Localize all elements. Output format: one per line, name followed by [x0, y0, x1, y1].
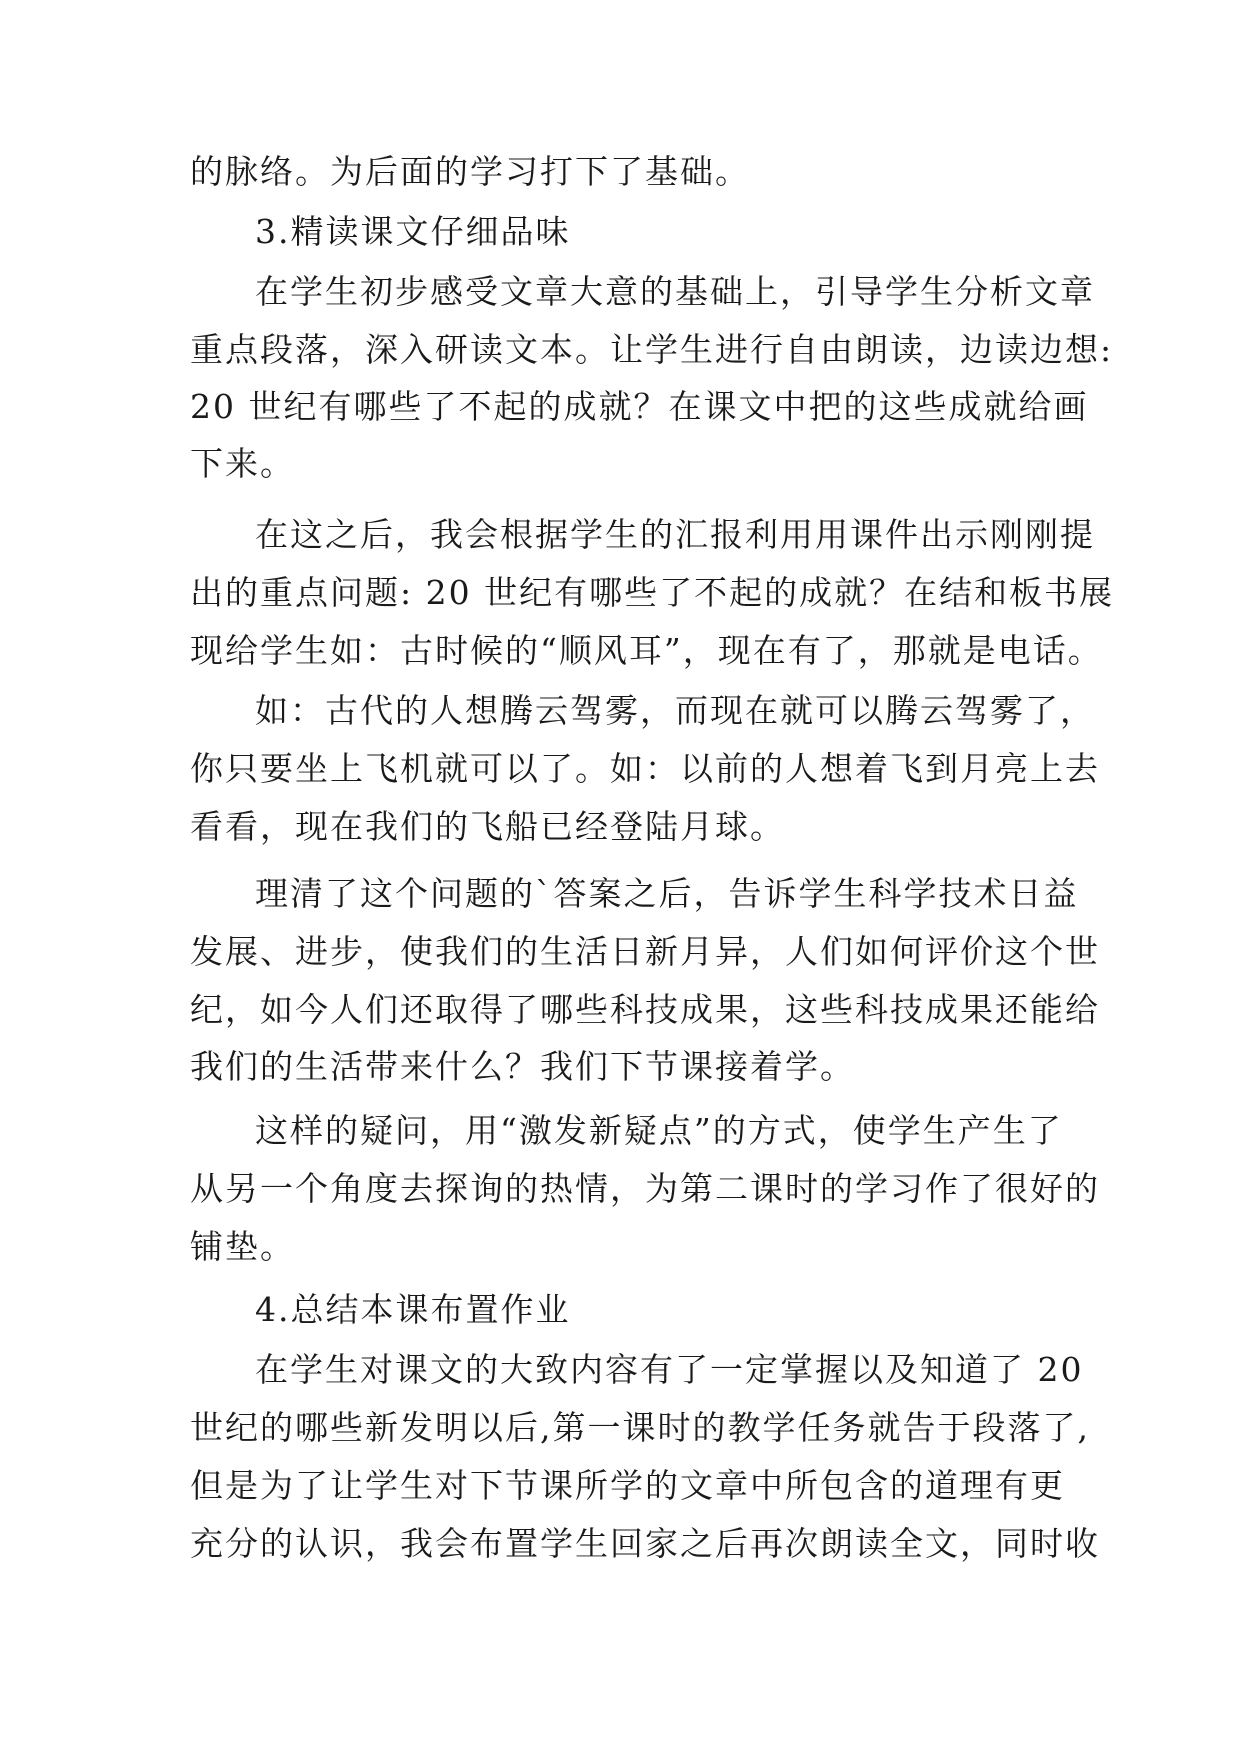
- text-line: 在这之后，我会根据学生的汇报利用用课件出示刚刚提: [255, 515, 1095, 554]
- text-line: 出的重点问题: 20 世纪有哪些了不起的成就？在结和板书展: [190, 573, 1115, 612]
- section-heading: 3.精读课文仔细品味: [255, 212, 571, 251]
- text-line: 重点段落，深入研读文本。让学生进行自由朗读，边读边想:: [190, 330, 1114, 369]
- text-line: 理清了这个问题的`答案之后，告诉学生科学技术日益: [255, 874, 1079, 913]
- text-line: 的脉络。为后面的学习打下了基础。: [190, 152, 750, 191]
- text-line: 从另一个角度去探询的热情，为第二课时的学习作了很好的: [190, 1169, 1100, 1208]
- text-line: 你只要坐上飞机就可以了。如：以前的人想着飞到月亮上去: [190, 749, 1100, 788]
- text-line: 20 世纪有哪些了不起的成就？在课文中把的这些成就给画: [190, 387, 1089, 426]
- text-line: 世纪的哪些新发明以后,第一课时的教学任务就告于段落了,: [190, 1408, 1090, 1447]
- text-line: 如：古代的人想腾云驾雾，而现在就可以腾云驾雾了，: [255, 691, 1095, 730]
- text-line: 发展、进步，使我们的生活日新月异，人们如何评价这个世: [190, 932, 1100, 971]
- text-line: 我们的生活带来什么？我们下节课接着学。: [190, 1047, 855, 1086]
- text-line: 但是为了让学生对下节课所学的文章中所包含的道理有更: [190, 1466, 1065, 1505]
- text-line: 在学生对课文的大致内容有了一定掌握以及知道了 20: [255, 1350, 1084, 1389]
- text-line: 下来。: [190, 444, 295, 483]
- text-line: 充分的认识，我会布置学生回家之后再次朗读全文，同时收: [190, 1524, 1100, 1563]
- text-line: 在学生初步感受文章大意的基础上，引导学生分析文章: [255, 272, 1095, 311]
- section-heading: 4.总结本课布置作业: [255, 1290, 571, 1329]
- text-line: 铺垫。: [190, 1227, 295, 1266]
- text-line: 看看，现在我们的飞船已经登陆月球。: [190, 807, 785, 846]
- text-line: 纪，如今人们还取得了哪些科技成果，这些科技成果还能给: [190, 990, 1100, 1029]
- text-line: 这样的疑问，用“激发新疑点”的方式，使学生产生了: [255, 1111, 1063, 1150]
- text-line: 现给学生如：古时候的“顺风耳”，现在有了，那就是电话。: [190, 631, 1103, 670]
